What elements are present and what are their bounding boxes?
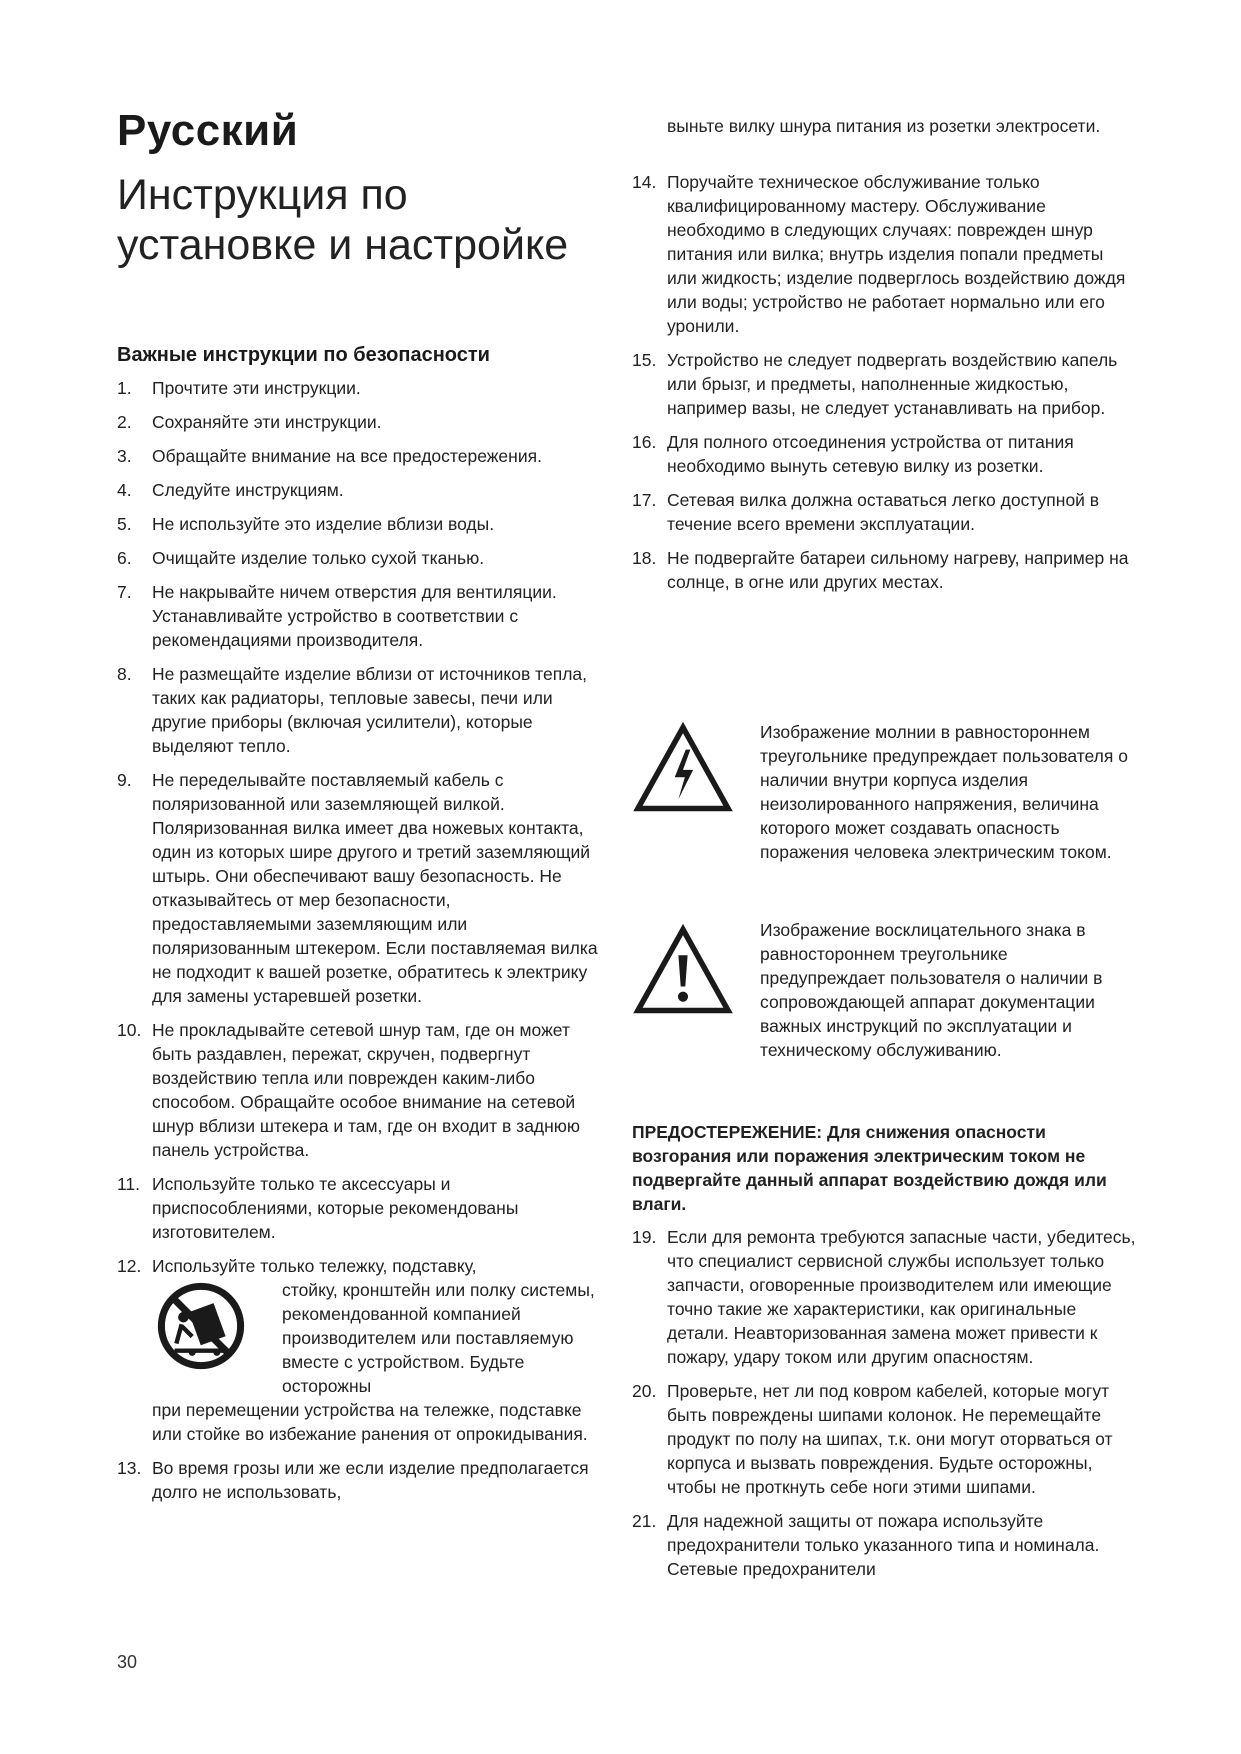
- list-item: [632, 430, 1137, 478]
- list-item: [117, 1456, 607, 1504]
- item-number: 20.: [632, 1381, 657, 1401]
- list-item: [117, 512, 607, 536]
- list-item: [632, 546, 1137, 594]
- left-column: [117, 376, 607, 1514]
- list-item: [117, 546, 607, 570]
- item-text: Используйте только те аксессуары и приспособлениями, которые рекомендованы изготовителем.: [152, 1174, 519, 1242]
- item-number: 21.: [632, 1511, 657, 1531]
- exclamation-triangle-icon: [632, 924, 734, 1016]
- item-text: Не подвергайте батареи сильному нагреву, например на солнце, в огне или других местах.: [667, 548, 1129, 592]
- item-number: 3.: [117, 446, 132, 466]
- item-number: 13.: [117, 1458, 142, 1478]
- list-item: [117, 1018, 607, 1162]
- item-text: Если для ремонта требуются запасные части, убедитесь, что специалист сервисной службы использует только запчасти, оговоренные производителем или имеющие точно такие же характеристики, как оригинальные детали. Неавторизованная замена может привести к пожару, удару током или другим опасностям.: [667, 1227, 1136, 1367]
- cart-warning-block: [152, 1254, 607, 1446]
- item-text: Не используйте это изделие вблизи воды.: [152, 514, 495, 534]
- item-number: 19.: [632, 1227, 657, 1247]
- right-column: [632, 170, 1137, 604]
- list-item: [117, 376, 607, 400]
- item-number: 8.: [117, 664, 132, 684]
- language-heading: Русский: [117, 106, 299, 155]
- continued-text: выньте вилку шнура питания из розетки электросети.: [667, 116, 1101, 136]
- item-text: при перемещении устройства на тележке, подставке или стойке во избежание ранения от опрокидывания.: [152, 1400, 588, 1444]
- list-item-cart: [117, 1254, 607, 1446]
- item-number: 17.: [632, 490, 657, 510]
- page-title: Инструкция по установке и настройке: [117, 171, 569, 269]
- item-number: 16.: [632, 432, 657, 452]
- safety-list-left: [117, 376, 607, 1504]
- item-text: Не переделывайте поставляемый кабель с поляризованной или заземляющей вилкой. Поляризованная вилка имеет два ножевых контакта, один из которых шире другого и третий заземляющий штырь. Они обеспечивают вашу безопасность. Не отказывайтесь от мер безопасности, предоставляемыми заземляющим или поляризованным штекером. Если поставляемая вилка не подходит к вашей розетке, обратитесь к электрику для замены устаревшей розетки.: [152, 770, 598, 1006]
- list-item: [632, 488, 1137, 536]
- item-number: 2.: [117, 412, 132, 432]
- item-text: Следуйте инструкциям.: [152, 480, 344, 500]
- item-text: Очищайте изделие только сухой тканью.: [152, 548, 485, 568]
- safety-list-right-lower: [632, 1225, 1137, 1581]
- item-text: Обращайте внимание на все предостережения.: [152, 446, 542, 466]
- list-item: [117, 662, 607, 758]
- caution-notice: ПРЕДОСТЕРЕЖЕНИЕ: Для снижения опасности возгорания или поражения электрическим током не подвергайте данный аппарат воздействию дождя или влаги.: [632, 1122, 1107, 1214]
- lightning-triangle-icon: [632, 722, 734, 814]
- item-text: Проверьте, нет ли под ковром кабелей, которые могут быть повреждены шипами колонок. Не перемещайте продукт по полу на шипах, т.к. они могут оторваться от корпуса и вызвать повреждения. Будьте осторожны, чтобы не проткнуть себе ноги этими шипами.: [667, 1381, 1113, 1497]
- item-number: 11.: [117, 1174, 141, 1194]
- item-number: 5.: [117, 514, 132, 534]
- item-text: Прочтите эти инструкции.: [152, 378, 361, 398]
- list-item: [632, 1225, 1137, 1369]
- list-item: [632, 1379, 1137, 1499]
- list-item: [632, 170, 1137, 338]
- item-number: 9.: [117, 770, 132, 790]
- item-text: Устройство не следует подвергать воздействию капель или брызг, и предметы, наполненные жидкостью, например вазы, не следует устанавливать на прибор.: [667, 350, 1118, 418]
- item-text: Не прокладывайте сетевой шнур там, где он может быть раздавлен, пережат, скручен, подвергнут воздействию тепла или поврежден каким-либо способом. Обращайте особое внимание на сетевой шнур вблизи штекера и там, где он входит в заднюю панель устройства.: [152, 1020, 581, 1160]
- item-text: Не размещайте изделие вблизи от источников тепла, таких как радиаторы, тепловые завесы, печи или другие приборы (включая усилители), которые выделяют тепло.: [152, 664, 588, 756]
- exclamation-warning-text: Изображение восклицательного знака в равностороннем треугольнике предупреждает пользователя о наличии в сопровождающей аппарат документации важных инструкций по эксплуатации и техническому обслуживанию.: [760, 920, 1103, 1060]
- item-text: Не накрывайте ничем отверстия для вентиляции. Устанавливайте устройство в соответствии с рекомендациями производителя.: [152, 582, 557, 650]
- item-number: 4.: [117, 480, 132, 500]
- list-item: [117, 580, 607, 652]
- item-number: 7.: [117, 582, 132, 602]
- item-text: Во время грозы или же если изделие предполагается долго не использовать,: [152, 1458, 589, 1502]
- item-text: Сохраняйте эти инструкции.: [152, 412, 382, 432]
- safety-list-right: [632, 170, 1137, 594]
- list-item: [117, 410, 607, 434]
- item-number: 12.: [117, 1256, 142, 1276]
- item-number: 1.: [117, 378, 132, 398]
- cart-tip-over-icon: [157, 1282, 245, 1370]
- lightning-warning-text: Изображение молнии в равностороннем треугольнике предупреждает пользователя о наличии внутри корпуса изделия неизолированного напряжения, величина которого может создавать опасность поражения человека электрическим током.: [760, 722, 1128, 862]
- item-text: Используйте только тележку, подставку,: [152, 1256, 477, 1276]
- item-number: 14.: [632, 172, 657, 192]
- item-number: 15.: [632, 350, 657, 370]
- list-item: [117, 1172, 607, 1244]
- item-text: Для полного отсоединения устройства от питания необходимо вынуть сетевую вилку из розетки.: [667, 432, 1074, 476]
- item-text: стойку, кронштейн или полку системы, рекомендованной компанией производителем или поставляемую вместе с устройством. Будьте осторожны: [282, 1280, 595, 1396]
- section-heading: Важные инструкции по безопасности: [117, 344, 490, 366]
- list-item: [117, 478, 607, 502]
- item-text: Сетевая вилка должна оставаться легко доступной в течение всего времени эксплуатации.: [667, 490, 1100, 534]
- item-number: 6.: [117, 548, 132, 568]
- list-item: [117, 444, 607, 468]
- page-number: 30: [117, 1652, 138, 1672]
- item-text: Для надежной защиты от пожара используйте предохранители только указанного типа и номинала. Сетевые предохранители: [667, 1511, 1100, 1579]
- list-item: [632, 348, 1137, 420]
- list-item: [632, 1509, 1137, 1581]
- item-number: 18.: [632, 548, 657, 568]
- right-column-lower: [632, 1225, 1137, 1591]
- item-number: 10.: [117, 1020, 142, 1040]
- list-item: [117, 768, 607, 1008]
- item-text: Поручайте техническое обслуживание только квалифицированному мастеру. Обслуживание необходимо в следующих случаях: поврежден шнур питания или вилка; внутрь изделия попали предметы или жидкость; изделие подверглось воздействию дождя или воды; устройство не работает нормально или его уронили.: [667, 172, 1126, 336]
